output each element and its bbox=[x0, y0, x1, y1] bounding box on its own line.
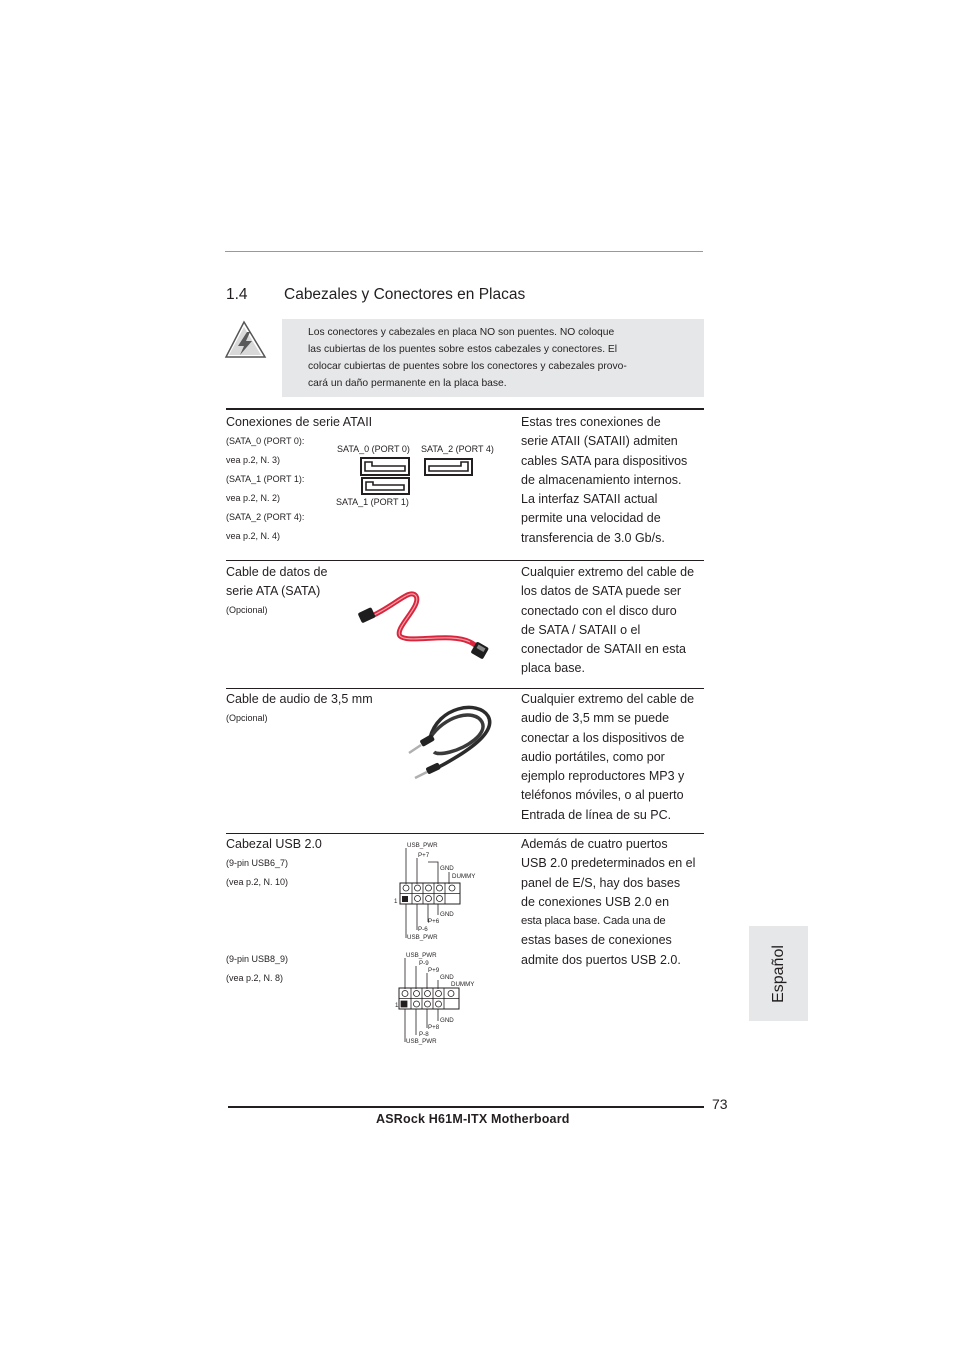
sata-connector-port0 bbox=[361, 458, 409, 475]
pin-label: DUMMY bbox=[451, 981, 475, 988]
sata-cable-description: Cualquier extremo del cable de los datos de SATA puede ser conectado con el disco duro de SATA / SATAII o el conectador de SATAII en esta placa base. bbox=[521, 565, 695, 676]
language-label: Español bbox=[769, 944, 787, 1003]
row-divider-usb bbox=[226, 833, 704, 834]
warning-icon bbox=[224, 320, 268, 360]
sata-connector-port1 bbox=[362, 478, 409, 494]
section-number: 1.4 bbox=[226, 286, 248, 303]
sata-port0-label: SATA_0 (PORT 0) bbox=[337, 444, 410, 454]
usb-description: Además de cuatro puertos USB 2.0 predeterminados en el panel de E/S, hay dos bases de conexiones USB 2.0 en esta placa base. Cada una de estas bases de conexiones admite dos puertos USB 2.0. bbox=[521, 837, 696, 967]
sata-port1-label: SATA_1 (PORT 1) bbox=[336, 497, 409, 507]
pin-label: P+8 bbox=[428, 1024, 440, 1031]
pin-label: 1 bbox=[394, 898, 398, 905]
sata-title: Conexiones de serie ATAII bbox=[226, 415, 373, 429]
pin-label: GND bbox=[440, 1017, 454, 1024]
pin-label: 1 bbox=[395, 1002, 399, 1009]
pin-label: P+6 bbox=[428, 918, 440, 925]
section-title: Cabezales y Conectores en Placas bbox=[284, 286, 526, 303]
audio-cable-note: (Opcional) bbox=[226, 713, 268, 723]
pin-label: GND bbox=[440, 974, 454, 981]
sata-connectors-figure bbox=[360, 457, 476, 497]
sata-connector-port4 bbox=[425, 459, 472, 475]
pin-label: GND bbox=[440, 911, 454, 918]
pin-label: P-6 bbox=[418, 926, 428, 933]
pin-label: P-9 bbox=[419, 960, 429, 967]
sata-cable-image bbox=[352, 584, 492, 664]
usb-header-diagram-2 bbox=[394, 948, 486, 1048]
audio-cable-image bbox=[400, 700, 500, 784]
row-divider-sata bbox=[226, 408, 704, 410]
pin-label: P-8 bbox=[419, 1031, 429, 1038]
usb-notes-2: (9-pin USB8_9) (vea p.2, N. 8) bbox=[226, 954, 289, 983]
usb-title: Cabezal USB 2.0 bbox=[226, 837, 322, 851]
page-number: 73 bbox=[712, 1096, 728, 1112]
pin-label: P+7 bbox=[418, 852, 430, 859]
pin-label: USB_PWR bbox=[407, 842, 438, 849]
top-rule bbox=[225, 251, 703, 252]
sata-port4-label: SATA_2 (PORT 4) bbox=[421, 444, 494, 454]
row-divider-sata-cable bbox=[226, 560, 704, 561]
usb-notes-1: (9-pin USB6_7) (vea p.2, N. 10) bbox=[226, 858, 289, 887]
pin-label: P+9 bbox=[428, 967, 440, 974]
pin-label: GND bbox=[440, 865, 454, 872]
pin-label: DUMMY bbox=[452, 873, 476, 880]
audio-cable-description: Cualquier extremo del cable de audio de 3,5 mm se puede conectar a los dispositivos de audio portátiles, como por ejemplo reproductores MP3 y teléfonos móviles, o al puerto Entrada de línea de su PC. bbox=[521, 692, 695, 822]
sata-description: Estas tres conexiones de serie ATAII (SATAII) admiten cables SATA para dispositivos de almacenamiento internos. La interfaz SATAII actual permite una velocidad de transferencia de 3.0 Gb/s. bbox=[521, 415, 688, 545]
footer-text: ASRock H61M-ITX Motherboard bbox=[376, 1112, 570, 1126]
sata-notes: (SATA_0 (PORT 0): vea p.2, N. 3) (SATA_1 (PORT 1): vea p.2, N. 2) (SATA_2 (PORT 4): vea p.2, N. 4) bbox=[226, 436, 305, 541]
language-side-tab bbox=[749, 926, 808, 1021]
warning-text: Los conectores y cabezales en placa NO son puentes. NO coloque las cubiertas de los puentes sobre estos cabezales y conectores. El colocar cubiertas de puentes sobre los conectores y cabezales provo- cará un daño permanente en la placa base. bbox=[308, 327, 627, 389]
sata-cable-title: Cable de datos de serie ATA (SATA) bbox=[226, 565, 328, 598]
footer-rule bbox=[228, 1106, 704, 1108]
section-heading bbox=[226, 286, 525, 304]
usb-header-diagram-1 bbox=[390, 838, 482, 944]
sata-cable-note: (Opcional) bbox=[226, 605, 268, 615]
row-divider-audio-cable bbox=[226, 688, 704, 689]
pin-label: USB_PWR bbox=[406, 1038, 437, 1045]
audio-cable-title: Cable de audio de 3,5 mm bbox=[226, 692, 373, 706]
pin-label: USB_PWR bbox=[406, 952, 437, 959]
pin-label: USB_PWR bbox=[407, 934, 438, 941]
